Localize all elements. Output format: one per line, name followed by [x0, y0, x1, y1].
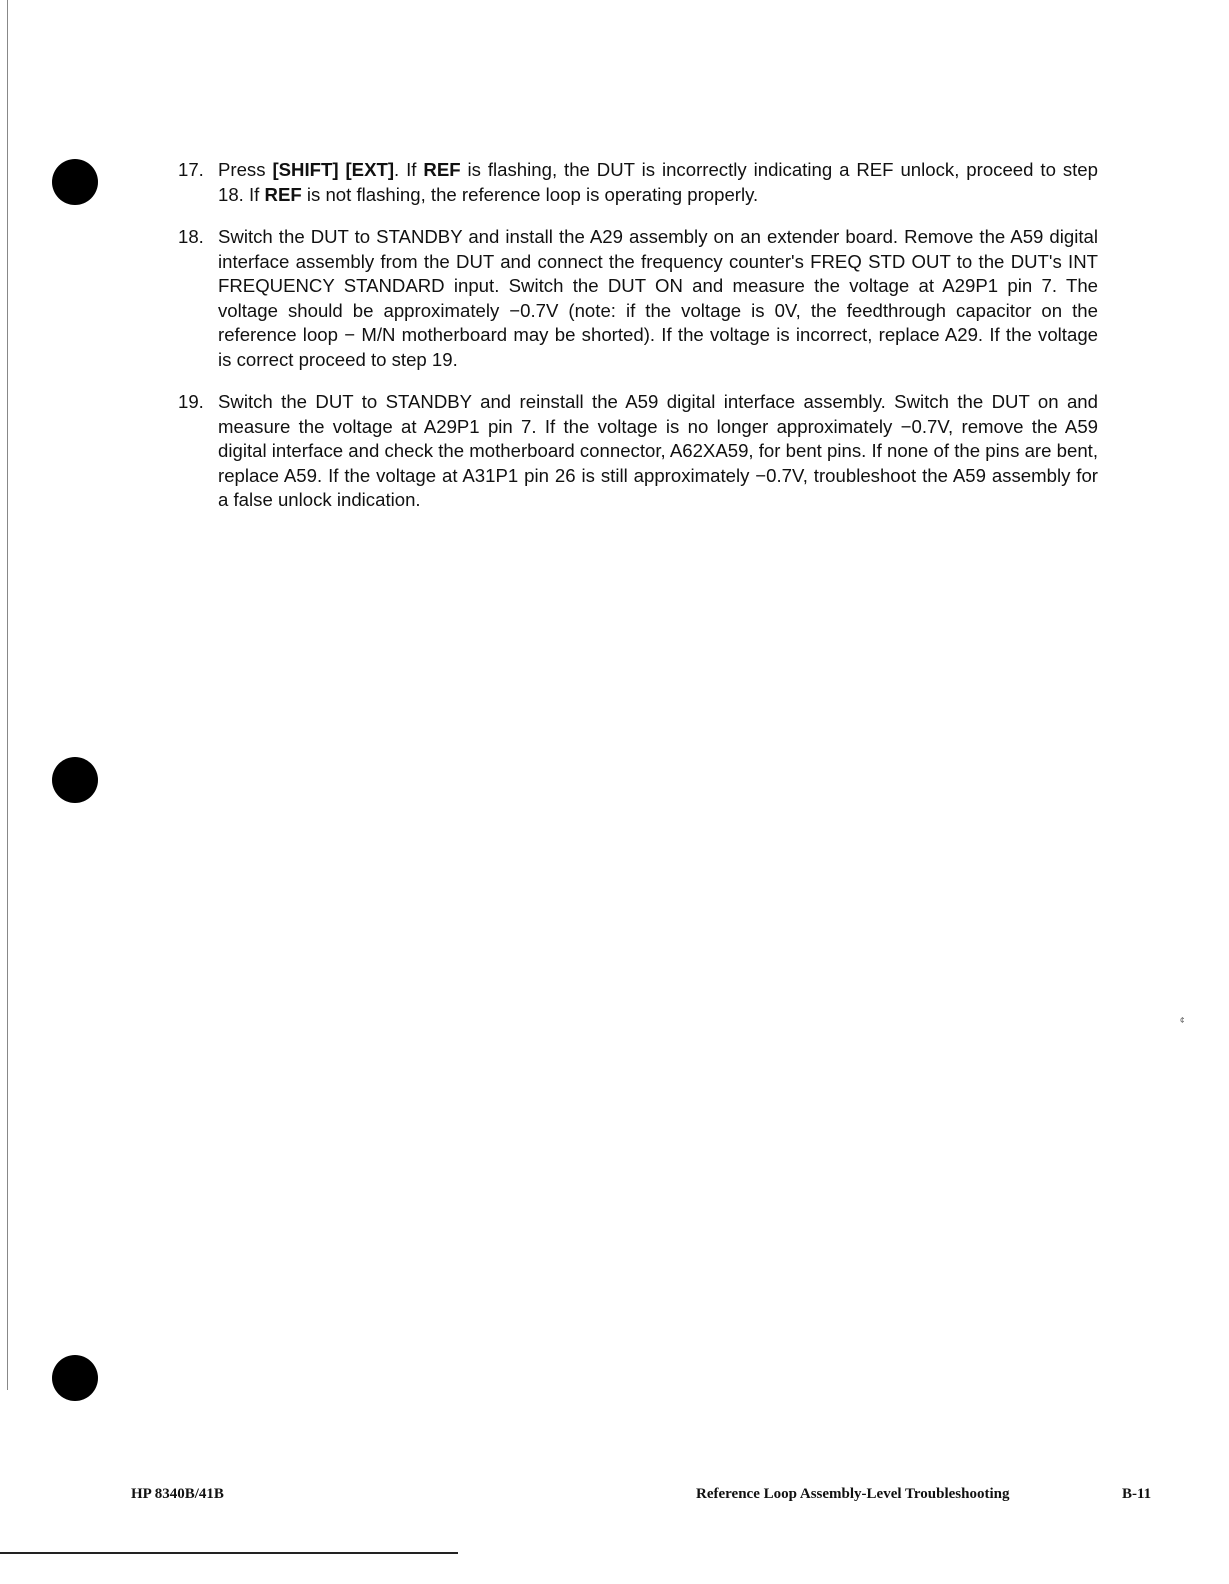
- step-number: 18.: [178, 226, 204, 247]
- step-number: 17.: [178, 159, 204, 180]
- bold-text-run: REF: [264, 183, 302, 205]
- text-run: Switch the DUT to STANDBY and reinstall the A59 digital interface assembly. Switch the DUT on and measure the voltage at A29P1 pin 7. If the voltage is no longer approximately −0.7V, remove the A59 digital interface and check the motherboard connector, A62XA59, for bent pins. If none of the pins are bent, replace A59. If the voltage at A31P1 pin 26 is still approximately −0.7V, troubleshoot the A59 assembly for a false unlock indication.: [218, 391, 1098, 510]
- footer-model: HP 8340B/41B: [131, 1486, 224, 1502]
- step-text: [218, 390, 1098, 513]
- step-18: [178, 225, 1098, 372]
- binder-hole-top: [52, 159, 98, 205]
- footer-page-number: B-11: [1122, 1486, 1152, 1502]
- text-run: Press: [218, 159, 273, 180]
- text-run: is flashing, the DUT is incorrectly indicating a REF unlock, proceed to step 18. If: [218, 159, 1098, 205]
- left-margin-rule: [7, 0, 8, 1390]
- footer-section-title: Reference Loop Assembly-Level Troubleshooting: [696, 1486, 1010, 1502]
- bold-text-run: [SHIFT] [EXT]: [272, 159, 395, 180]
- troubleshooting-steps: [178, 158, 1098, 531]
- step-17: [178, 158, 1098, 207]
- text-run: Switch the DUT to STANDBY and install the A29 assembly on an extender board. Remove the A59 digital interface assembly from the DUT and connect the frequency counter's FREQ STD OUT to the DUT's INT FREQUENCY STANDARD input. Switch the DUT ON and measure the voltage at A29P1 pin 7. The voltage should be approximately −0.7V (note: if the voltage is 0V, the feedthrough capacitor on the reference loop − M/N motherboard may be shorted). If the voltage is incorrect, replace A29. If the voltage is correct proceed to step 19.: [218, 226, 1098, 370]
- step-19: [178, 390, 1098, 513]
- text-run: is not flashing, the reference loop is operating properly.: [301, 183, 759, 205]
- bold-text-run: REF: [423, 159, 461, 180]
- step-number: 19.: [178, 391, 204, 412]
- binder-hole-middle: [52, 757, 98, 803]
- stray-mark: ¢: [1180, 1016, 1185, 1025]
- bottom-rule: [0, 1552, 458, 1554]
- step-text: [218, 225, 1098, 372]
- text-run: . If: [394, 159, 424, 180]
- step-text: [218, 158, 1098, 207]
- binder-hole-bottom: [52, 1355, 98, 1401]
